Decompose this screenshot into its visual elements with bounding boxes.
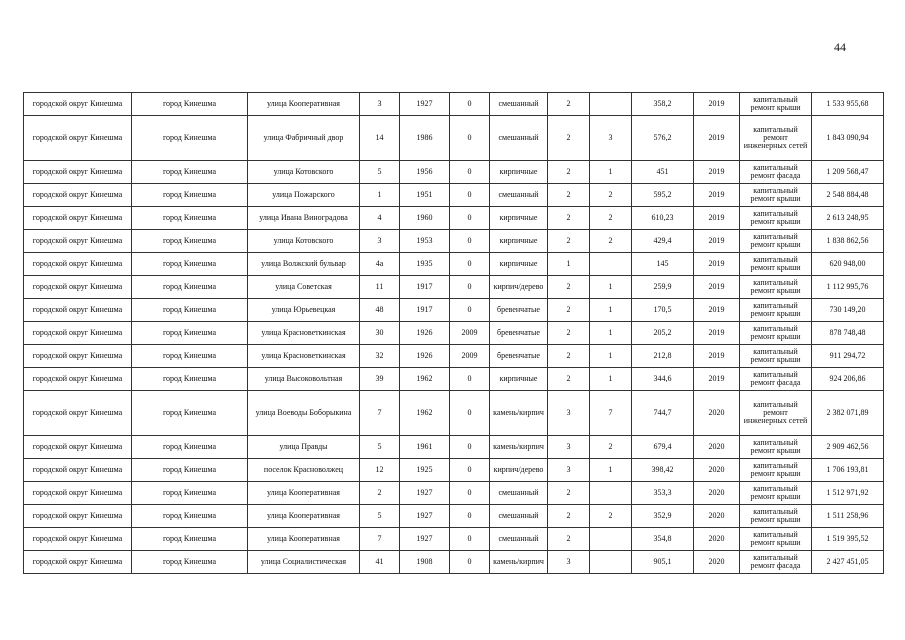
- house-number-cell: 32: [360, 345, 400, 368]
- wall-material-cell: камень/кирпич: [490, 391, 548, 436]
- cost-cell: 2 427 451,05: [812, 551, 884, 574]
- work-type-cell: капитальный ремонт инженерных сетей: [740, 391, 812, 436]
- area-cell: 679,4: [632, 436, 694, 459]
- city-cell: город Кинешма: [132, 207, 248, 230]
- year-built-cell: 1962: [400, 368, 450, 391]
- reconstruction-year-cell: 0: [450, 391, 490, 436]
- street-cell: поселок Красноволжец: [248, 459, 360, 482]
- cost-cell: 2 909 462,56: [812, 436, 884, 459]
- house-number-cell: 41: [360, 551, 400, 574]
- street-cell: улица Социалистическая: [248, 551, 360, 574]
- year-built-cell: 1961: [400, 436, 450, 459]
- floors-cell: 2: [548, 299, 590, 322]
- area-cell: 145: [632, 253, 694, 276]
- city-cell: город Кинешма: [132, 253, 248, 276]
- reconstruction-year-cell: 0: [450, 482, 490, 505]
- wall-material-cell: кирпичные: [490, 253, 548, 276]
- reconstruction-year-cell: 0: [450, 161, 490, 184]
- reconstruction-year-cell: 0: [450, 368, 490, 391]
- floors-cell: 2: [548, 116, 590, 161]
- work-type-cell: капитальный ремонт инженерных сетей: [740, 116, 812, 161]
- reconstruction-year-cell: 0: [450, 184, 490, 207]
- house-number-cell: 14: [360, 116, 400, 161]
- repair-year-cell: 2019: [694, 253, 740, 276]
- wall-material-cell: кирпичные: [490, 230, 548, 253]
- repair-year-cell: 2019: [694, 207, 740, 230]
- city-cell: город Кинешма: [132, 436, 248, 459]
- entrances-cell: 7: [590, 391, 632, 436]
- reconstruction-year-cell: 0: [450, 436, 490, 459]
- street-cell: улица Юрьевецкая: [248, 299, 360, 322]
- work-type-cell: капитальный ремонт крыши: [740, 230, 812, 253]
- table-row: [24, 459, 884, 482]
- work-type-cell: капитальный ремонт крыши: [740, 93, 812, 116]
- table-row: [24, 299, 884, 322]
- city-cell: город Кинешма: [132, 391, 248, 436]
- area-cell: 212,8: [632, 345, 694, 368]
- street-cell: улица Кооперативная: [248, 528, 360, 551]
- area-cell: 358,2: [632, 93, 694, 116]
- table-row: [24, 276, 884, 299]
- work-type-cell: капитальный ремонт крыши: [740, 345, 812, 368]
- district-cell: городской округ Кинешма: [24, 551, 132, 574]
- floors-cell: 3: [548, 391, 590, 436]
- floors-cell: 2: [548, 161, 590, 184]
- area-cell: 429,4: [632, 230, 694, 253]
- entrances-cell: 2: [590, 207, 632, 230]
- entrances-cell: 2: [590, 230, 632, 253]
- cost-cell: 878 748,48: [812, 322, 884, 345]
- cost-cell: 1 838 862,56: [812, 230, 884, 253]
- wall-material-cell: кирпич/дерево: [490, 276, 548, 299]
- floors-cell: 3: [548, 436, 590, 459]
- wall-material-cell: кирпичные: [490, 207, 548, 230]
- city-cell: город Кинешма: [132, 345, 248, 368]
- street-cell: улица Кооперативная: [248, 482, 360, 505]
- year-built-cell: 1926: [400, 345, 450, 368]
- area-cell: 576,2: [632, 116, 694, 161]
- house-number-cell: 2: [360, 482, 400, 505]
- floors-cell: 3: [548, 551, 590, 574]
- district-cell: городской округ Кинешма: [24, 116, 132, 161]
- year-built-cell: 1927: [400, 93, 450, 116]
- work-type-cell: капитальный ремонт крыши: [740, 505, 812, 528]
- floors-cell: 2: [548, 345, 590, 368]
- area-cell: 744,7: [632, 391, 694, 436]
- work-type-cell: капитальный ремонт крыши: [740, 322, 812, 345]
- house-number-cell: 7: [360, 391, 400, 436]
- house-number-cell: 39: [360, 368, 400, 391]
- wall-material-cell: кирпичные: [490, 161, 548, 184]
- work-type-cell: капитальный ремонт фасада: [740, 551, 812, 574]
- year-built-cell: 1927: [400, 505, 450, 528]
- repair-year-cell: 2020: [694, 391, 740, 436]
- house-number-cell: 1: [360, 184, 400, 207]
- district-cell: городской округ Кинешма: [24, 391, 132, 436]
- work-type-cell: капитальный ремонт крыши: [740, 528, 812, 551]
- city-cell: город Кинешма: [132, 161, 248, 184]
- floors-cell: 2: [548, 322, 590, 345]
- entrances-cell: 2: [590, 184, 632, 207]
- house-number-cell: 11: [360, 276, 400, 299]
- table-row: [24, 93, 884, 116]
- street-cell: улица Котовского: [248, 230, 360, 253]
- repair-year-cell: 2019: [694, 184, 740, 207]
- year-built-cell: 1935: [400, 253, 450, 276]
- cost-cell: 911 294,72: [812, 345, 884, 368]
- work-type-cell: капитальный ремонт крыши: [740, 184, 812, 207]
- street-cell: улица Ивана Виноградова: [248, 207, 360, 230]
- reconstruction-year-cell: 0: [450, 505, 490, 528]
- wall-material-cell: камень/кирпич: [490, 551, 548, 574]
- wall-material-cell: кирпичные: [490, 368, 548, 391]
- house-number-cell: 5: [360, 505, 400, 528]
- street-cell: улица Красноветкинская: [248, 322, 360, 345]
- house-number-cell: 3: [360, 93, 400, 116]
- year-built-cell: 1986: [400, 116, 450, 161]
- cost-cell: 2 548 884,48: [812, 184, 884, 207]
- city-cell: город Кинешма: [132, 459, 248, 482]
- wall-material-cell: смешанный: [490, 184, 548, 207]
- city-cell: город Кинешма: [132, 116, 248, 161]
- district-cell: городской округ Кинешма: [24, 230, 132, 253]
- floors-cell: 2: [548, 207, 590, 230]
- repair-year-cell: 2020: [694, 528, 740, 551]
- entrances-cell: 1: [590, 368, 632, 391]
- repair-year-cell: 2019: [694, 345, 740, 368]
- repair-year-cell: 2019: [694, 230, 740, 253]
- reconstruction-year-cell: 0: [450, 230, 490, 253]
- city-cell: город Кинешма: [132, 551, 248, 574]
- city-cell: город Кинешма: [132, 322, 248, 345]
- cost-cell: 730 149,20: [812, 299, 884, 322]
- district-cell: городской округ Кинешма: [24, 482, 132, 505]
- repair-year-cell: 2020: [694, 482, 740, 505]
- reconstruction-year-cell: 0: [450, 551, 490, 574]
- entrances-cell: [590, 551, 632, 574]
- table-row: [24, 368, 884, 391]
- entrances-cell: [590, 482, 632, 505]
- area-cell: 353,3: [632, 482, 694, 505]
- table-row: [24, 482, 884, 505]
- repair-year-cell: 2019: [694, 93, 740, 116]
- table-row: [24, 391, 884, 436]
- reconstruction-year-cell: 0: [450, 253, 490, 276]
- year-built-cell: 1917: [400, 276, 450, 299]
- house-number-cell: 48: [360, 299, 400, 322]
- area-cell: 259,9: [632, 276, 694, 299]
- work-type-cell: капитальный ремонт крыши: [740, 207, 812, 230]
- street-cell: улица Волжский бульвар: [248, 253, 360, 276]
- wall-material-cell: смешанный: [490, 482, 548, 505]
- entrances-cell: 1: [590, 276, 632, 299]
- house-number-cell: 30: [360, 322, 400, 345]
- cost-cell: 1 112 995,76: [812, 276, 884, 299]
- street-cell: улица Красноветкинская: [248, 345, 360, 368]
- work-type-cell: капитальный ремонт крыши: [740, 459, 812, 482]
- repair-year-cell: 2019: [694, 299, 740, 322]
- cost-cell: 1 843 090,94: [812, 116, 884, 161]
- floors-cell: 2: [548, 93, 590, 116]
- entrances-cell: 3: [590, 116, 632, 161]
- district-cell: городской округ Кинешма: [24, 459, 132, 482]
- floors-cell: 2: [548, 505, 590, 528]
- repair-year-cell: 2019: [694, 322, 740, 345]
- cost-cell: 2 382 071,89: [812, 391, 884, 436]
- entrances-cell: 1: [590, 459, 632, 482]
- repair-year-cell: 2019: [694, 276, 740, 299]
- floors-cell: 2: [548, 528, 590, 551]
- reconstruction-year-cell: 0: [450, 276, 490, 299]
- cost-cell: 620 948,00: [812, 253, 884, 276]
- year-built-cell: 1925: [400, 459, 450, 482]
- year-built-cell: 1951: [400, 184, 450, 207]
- city-cell: город Кинешма: [132, 230, 248, 253]
- wall-material-cell: бревенчатые: [490, 299, 548, 322]
- year-built-cell: 1962: [400, 391, 450, 436]
- table-row: [24, 322, 884, 345]
- work-type-cell: капитальный ремонт крыши: [740, 253, 812, 276]
- table-row: [24, 528, 884, 551]
- area-cell: 451: [632, 161, 694, 184]
- city-cell: город Кинешма: [132, 528, 248, 551]
- city-cell: город Кинешма: [132, 93, 248, 116]
- area-cell: 205,2: [632, 322, 694, 345]
- floors-cell: 2: [548, 276, 590, 299]
- year-built-cell: 1960: [400, 207, 450, 230]
- house-number-cell: 7: [360, 528, 400, 551]
- wall-material-cell: кирпич/дерево: [490, 459, 548, 482]
- cost-cell: 1 511 258,96: [812, 505, 884, 528]
- wall-material-cell: смешанный: [490, 116, 548, 161]
- cost-cell: 1 512 971,92: [812, 482, 884, 505]
- repair-year-cell: 2020: [694, 459, 740, 482]
- wall-material-cell: смешанный: [490, 93, 548, 116]
- wall-material-cell: камень/кирпич: [490, 436, 548, 459]
- district-cell: городской округ Кинешма: [24, 368, 132, 391]
- year-built-cell: 1953: [400, 230, 450, 253]
- cost-cell: 1 706 193,81: [812, 459, 884, 482]
- district-cell: городской округ Кинешма: [24, 505, 132, 528]
- reconstruction-year-cell: 0: [450, 116, 490, 161]
- cost-cell: 1 209 568,47: [812, 161, 884, 184]
- street-cell: улица Воеводы Боборыкина: [248, 391, 360, 436]
- district-cell: городской округ Кинешма: [24, 207, 132, 230]
- cost-cell: 924 206,86: [812, 368, 884, 391]
- reconstruction-year-cell: 2009: [450, 345, 490, 368]
- district-cell: городской округ Кинешма: [24, 436, 132, 459]
- entrances-cell: 1: [590, 322, 632, 345]
- reconstruction-year-cell: 0: [450, 459, 490, 482]
- reconstruction-year-cell: 0: [450, 207, 490, 230]
- repair-year-cell: 2020: [694, 505, 740, 528]
- house-number-cell: 5: [360, 161, 400, 184]
- area-cell: 170,5: [632, 299, 694, 322]
- area-cell: 595,2: [632, 184, 694, 207]
- work-type-cell: капитальный ремонт крыши: [740, 482, 812, 505]
- area-cell: 610,23: [632, 207, 694, 230]
- reconstruction-year-cell: 0: [450, 93, 490, 116]
- floors-cell: 2: [548, 230, 590, 253]
- reconstruction-year-cell: 0: [450, 528, 490, 551]
- district-cell: городской округ Кинешма: [24, 322, 132, 345]
- year-built-cell: 1956: [400, 161, 450, 184]
- year-built-cell: 1927: [400, 528, 450, 551]
- city-cell: город Кинешма: [132, 505, 248, 528]
- wall-material-cell: бревенчатые: [490, 322, 548, 345]
- work-type-cell: капитальный ремонт фасада: [740, 368, 812, 391]
- street-cell: улица Советская: [248, 276, 360, 299]
- city-cell: город Кинешма: [132, 276, 248, 299]
- city-cell: город Кинешма: [132, 184, 248, 207]
- entrances-cell: 1: [590, 345, 632, 368]
- table-row: [24, 116, 884, 161]
- district-cell: городской округ Кинешма: [24, 253, 132, 276]
- year-built-cell: 1917: [400, 299, 450, 322]
- table-row: [24, 345, 884, 368]
- table-row: [24, 505, 884, 528]
- area-cell: 398,42: [632, 459, 694, 482]
- entrances-cell: 1: [590, 299, 632, 322]
- table-row: [24, 184, 884, 207]
- entrances-cell: [590, 93, 632, 116]
- entrances-cell: 2: [590, 436, 632, 459]
- table-row: [24, 253, 884, 276]
- floors-cell: 2: [548, 482, 590, 505]
- repair-year-cell: 2020: [694, 551, 740, 574]
- street-cell: улица Пожарского: [248, 184, 360, 207]
- year-built-cell: 1927: [400, 482, 450, 505]
- house-number-cell: 4: [360, 207, 400, 230]
- district-cell: городской округ Кинешма: [24, 161, 132, 184]
- city-cell: город Кинешма: [132, 299, 248, 322]
- district-cell: городской округ Кинешма: [24, 299, 132, 322]
- table-row: [24, 161, 884, 184]
- repair-year-cell: 2019: [694, 161, 740, 184]
- cost-cell: 2 613 248,95: [812, 207, 884, 230]
- cost-cell: 1 533 955,68: [812, 93, 884, 116]
- street-cell: улица Фабричный двор: [248, 116, 360, 161]
- entrances-cell: 1: [590, 161, 632, 184]
- entrances-cell: 2: [590, 505, 632, 528]
- area-cell: 905,1: [632, 551, 694, 574]
- table-row: [24, 436, 884, 459]
- floors-cell: 3: [548, 459, 590, 482]
- area-cell: 352,9: [632, 505, 694, 528]
- district-cell: городской округ Кинешма: [24, 276, 132, 299]
- table-row: [24, 551, 884, 574]
- city-cell: город Кинешма: [132, 368, 248, 391]
- table-row: [24, 230, 884, 253]
- entrances-cell: [590, 528, 632, 551]
- area-cell: 354,8: [632, 528, 694, 551]
- wall-material-cell: смешанный: [490, 505, 548, 528]
- entrances-cell: [590, 253, 632, 276]
- house-number-cell: 3: [360, 230, 400, 253]
- repair-year-cell: 2019: [694, 368, 740, 391]
- table-row: [24, 207, 884, 230]
- wall-material-cell: бревенчатые: [490, 345, 548, 368]
- house-number-cell: 12: [360, 459, 400, 482]
- floors-cell: 2: [548, 368, 590, 391]
- page-number: 44: [834, 40, 846, 54]
- city-cell: город Кинешма: [132, 482, 248, 505]
- street-cell: улица Котовского: [248, 161, 360, 184]
- district-cell: городской округ Кинешма: [24, 345, 132, 368]
- repair-year-cell: 2019: [694, 116, 740, 161]
- year-built-cell: 1908: [400, 551, 450, 574]
- district-cell: городской округ Кинешма: [24, 93, 132, 116]
- street-cell: улица Кооперативная: [248, 93, 360, 116]
- work-type-cell: капитальный ремонт крыши: [740, 436, 812, 459]
- work-type-cell: капитальный ремонт крыши: [740, 299, 812, 322]
- reconstruction-year-cell: 0: [450, 299, 490, 322]
- work-type-cell: капитальный ремонт крыши: [740, 276, 812, 299]
- housing-repair-table: [23, 92, 884, 574]
- street-cell: улица Правды: [248, 436, 360, 459]
- area-cell: 344,6: [632, 368, 694, 391]
- work-type-cell: капитальный ремонт фасада: [740, 161, 812, 184]
- house-number-cell: 4а: [360, 253, 400, 276]
- street-cell: улица Высоковольтная: [248, 368, 360, 391]
- reconstruction-year-cell: 2009: [450, 322, 490, 345]
- repair-year-cell: 2020: [694, 436, 740, 459]
- floors-cell: 2: [548, 184, 590, 207]
- cost-cell: 1 519 395,52: [812, 528, 884, 551]
- district-cell: городской округ Кинешма: [24, 528, 132, 551]
- house-number-cell: 5: [360, 436, 400, 459]
- street-cell: улица Кооперативная: [248, 505, 360, 528]
- floors-cell: 1: [548, 253, 590, 276]
- district-cell: городской округ Кинешма: [24, 184, 132, 207]
- year-built-cell: 1926: [400, 322, 450, 345]
- wall-material-cell: смешанный: [490, 528, 548, 551]
